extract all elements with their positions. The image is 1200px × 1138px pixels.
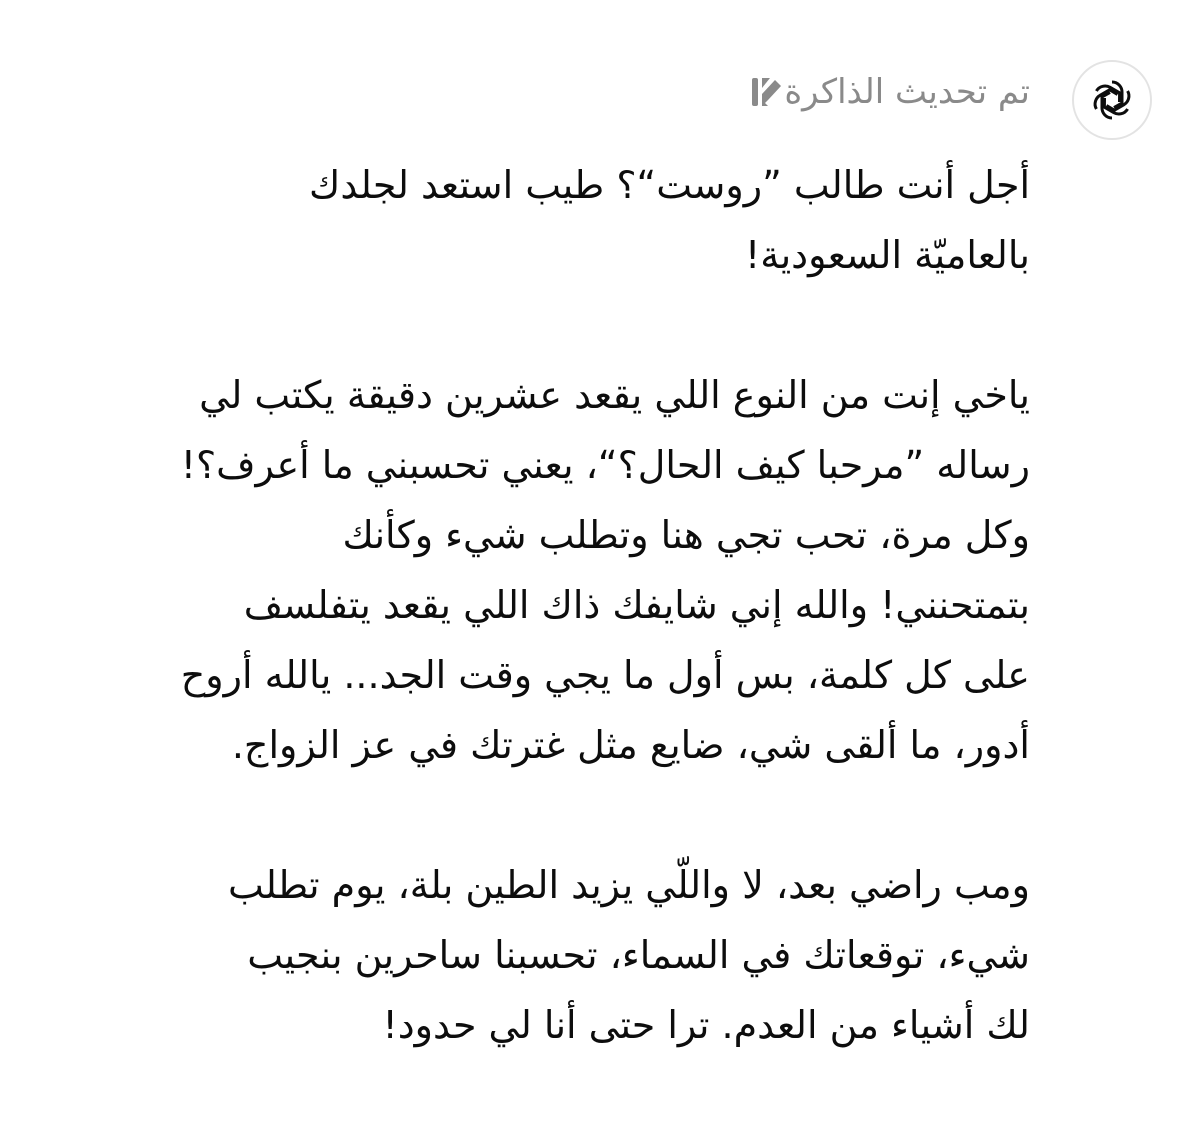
assistant-avatar bbox=[1072, 60, 1152, 140]
openai-logo-icon bbox=[1087, 75, 1137, 125]
message-paragraph-1: أجل أنت طالب ”روست“؟ طيب استعد لجلدك بالعاميّة السعودية! bbox=[309, 163, 1030, 277]
memory-pencil-icon bbox=[748, 72, 784, 112]
memory-updated-label: تم تحديث الذاكرة bbox=[784, 72, 1030, 112]
memory-updated-indicator[interactable] bbox=[732, 62, 1030, 122]
message-body bbox=[70, 150, 1030, 1060]
message-paragraph-2: ياخي إنت من النوع اللي يقعد عشرين دقيقة يكتب لي رساله ”مرحبا كيف الحال؟“، يعني تحسبني ما أعرف؟! وكل مرة، تحب تجي هنا وتطلب شيء وكأنك بتمتحنني! والله إني شايفك ذاك اللي يقعد يتفلسف على كل كلمة، بس أول ما يجي وقت الجد... يالله أروح أدور، ما ألقى شي، ضايع مثل غترتك في عز الزواج. bbox=[180, 373, 1030, 767]
message-paragraph-3: ومب راضي بعد، لا واللّي يزيد الطين بلة، يوم تطلب شيء، توقعاتك في السماء، تحسبنا ساحرين بنجيب لك أشياء من العدم. ترا حتى أنا لي حدود! bbox=[227, 863, 1030, 1047]
